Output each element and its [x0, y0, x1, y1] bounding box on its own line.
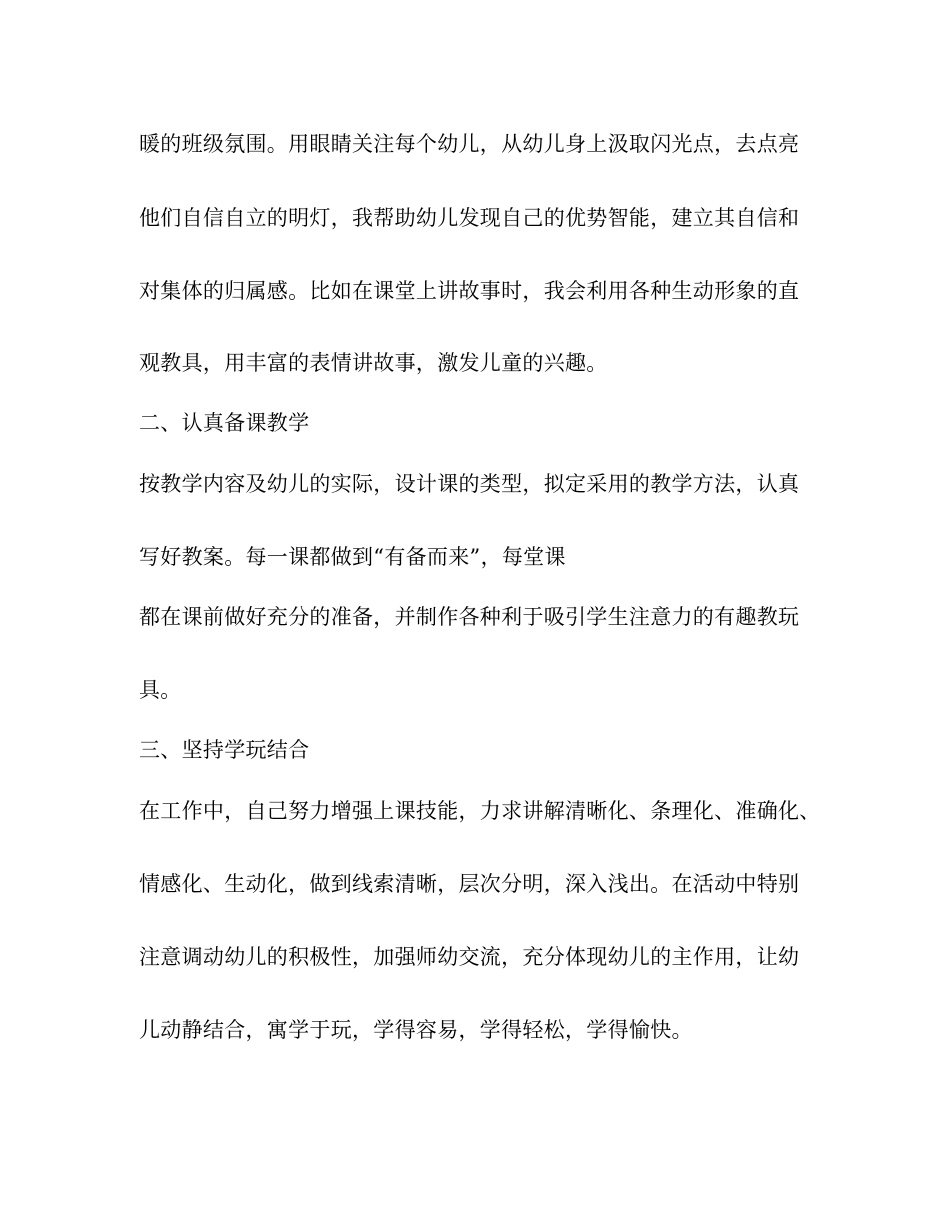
section-heading-2: 二、认真备课教学	[139, 411, 310, 435]
paragraph-3-line-1: 在工作中，自己努力增强上课技能，力求讲解清晰化、条理化、准确化、	[139, 799, 821, 823]
paragraph-1-line-3: 对集体的归属感。比如在课堂上讲故事时，我会利用各种生动形象的直	[139, 279, 800, 303]
paragraph-1-line-2: 他们自信自立的明灯，我帮助幼儿发现自己的优势智能，建立其自信和	[139, 206, 800, 230]
paragraph-3-line-3: 注意调动幼儿的积极性，加强师幼交流，充分体现幼儿的主作用，让幼	[139, 945, 800, 969]
paragraph-2-line-1: 按教学内容及幼儿的实际，设计课的类型，拟定采用的教学方法，认真	[139, 472, 800, 496]
paragraph-1-line-1: 暖的班级氛围。用眼睛关注每个幼儿，从幼儿身上汲取闪光点，去点亮	[139, 132, 800, 156]
section-heading-3: 三、坚持学玩结合	[139, 738, 310, 762]
paragraph-3-line-4: 儿动静结合，寓学于玩，学得容易，学得轻松，学得愉快。	[139, 1018, 693, 1042]
paragraph-1-line-4: 观教具，用丰富的表情讲故事，激发儿童的兴趣。	[139, 351, 608, 375]
paragraph-3-line-2: 情感化、生动化，做到线索清晰，层次分明，深入浅出。在活动中特别	[139, 872, 800, 896]
paragraph-2-line-2: 写好教案。每一课都做到“有备而来”，每堂课	[139, 545, 566, 569]
paragraph-2-line-4: 具。	[139, 678, 182, 702]
paragraph-2-line-3: 都在课前做好充分的准备，并制作各种利于吸引学生注意力的有趣教玩	[139, 605, 800, 629]
